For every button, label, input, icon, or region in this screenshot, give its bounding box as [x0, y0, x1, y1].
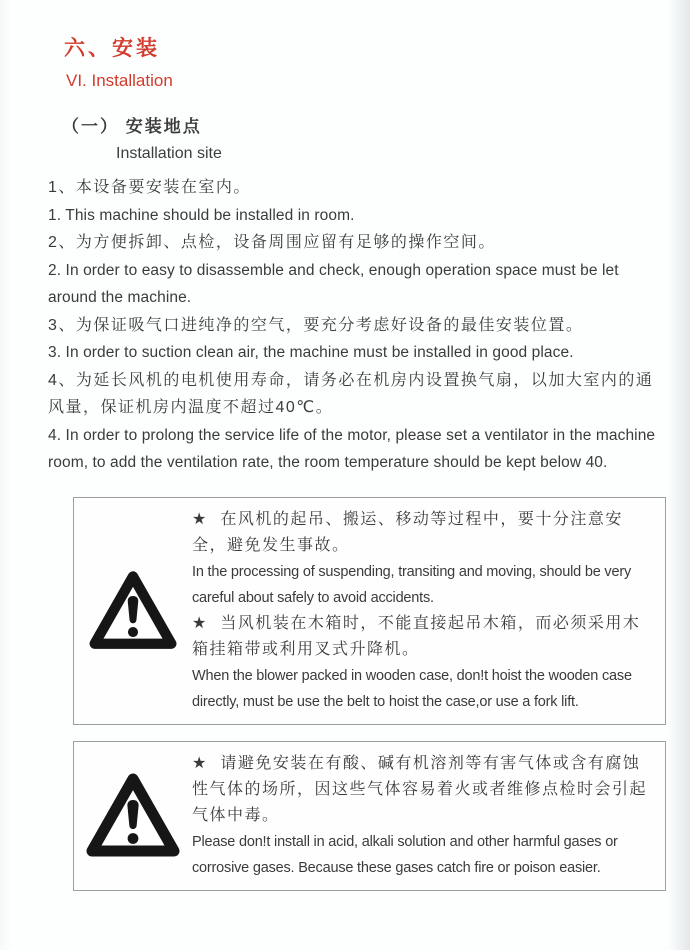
warning-1-text: [192, 498, 665, 724]
warning-triangle-icon: [74, 568, 192, 654]
instruction-1-zh: 1、本设备要安装在室内。: [48, 179, 251, 196]
warning-1-zh-1: 在风机的起吊、搬运、移动等过程中，要十分注意安全，避免发生事故。: [192, 510, 623, 554]
warning-box-2: [73, 741, 666, 891]
instruction-3-zh: 3、为保证吸气口进纯净的空气，要充分考虑好设备的最佳安装位置。: [48, 316, 584, 334]
warning-1-line-2: [192, 611, 657, 663]
instruction-2-zh: 2、为方便拆卸、点检，设备周围应留有足够的操作空间。: [48, 234, 496, 251]
warning-2-zh-1: 请避免安装在有酸、碱有机溶剂等有害气体或含有腐蚀性气体的场所，因这些气体容易着火或者维修点检时会引起气体中毒。: [192, 754, 648, 824]
instruction-4-zh: 4、为延长风机的电机使用寿命，请务必在机房内设置换气扇，以加大室内的通风量，保证机房内温度不超过40℃。: [48, 371, 654, 416]
warning-2-line-1: [192, 751, 657, 829]
warning-1-zh-2: 当风机装在木箱时，不能直接起吊木箱，而必须采用木箱挂箱带或利用叉式升降机。: [192, 614, 641, 658]
star-icon: ★: [192, 614, 207, 632]
warning-box-1: [73, 497, 666, 725]
instruction-2-en: 2. In order to easy to disassemble and check, enough operation space must be let around the machine.: [48, 261, 619, 306]
warning-2-text: [192, 742, 665, 890]
warning-1-en-1: In the processing of suspending, transiting and moving, should be very careful about safely to avoid accidents.: [192, 563, 631, 606]
warning-1-en-2: When the blower packed in wooden case, don!t hoist the wooden case directly, must be use the belt to hoist the case,or use a fork lift.: [192, 667, 632, 710]
instruction-1-en: 1. This machine should be installed in room.: [48, 206, 355, 224]
doc-title-zh: 六、安装: [64, 37, 160, 60]
instruction-3-en: 3. In order to suction clean air, the machine must be installed in good place.: [48, 344, 574, 361]
section-heading-en: Installation site: [116, 145, 222, 162]
warning-1-line-1: [192, 507, 657, 559]
doc-title-en: VI. Installation: [66, 71, 173, 90]
star-icon: ★: [192, 754, 207, 772]
warning-triangle-icon: [74, 770, 192, 862]
section-heading-zh: （一） 安装地点: [62, 117, 202, 136]
warning-2-en-1: Please don!t install in acid, alkali solution and other harmful gases or corrosive gases. Because these gases catch fire or poison easier.: [192, 833, 618, 876]
instruction-list: [48, 174, 670, 477]
star-icon: ★: [192, 510, 207, 528]
instruction-4-en: 4. In order to prolong the service life of the motor, please set a ventilator in the machine room, to add the ventilation rate, the room temperature should be kept below 40.: [48, 426, 656, 471]
